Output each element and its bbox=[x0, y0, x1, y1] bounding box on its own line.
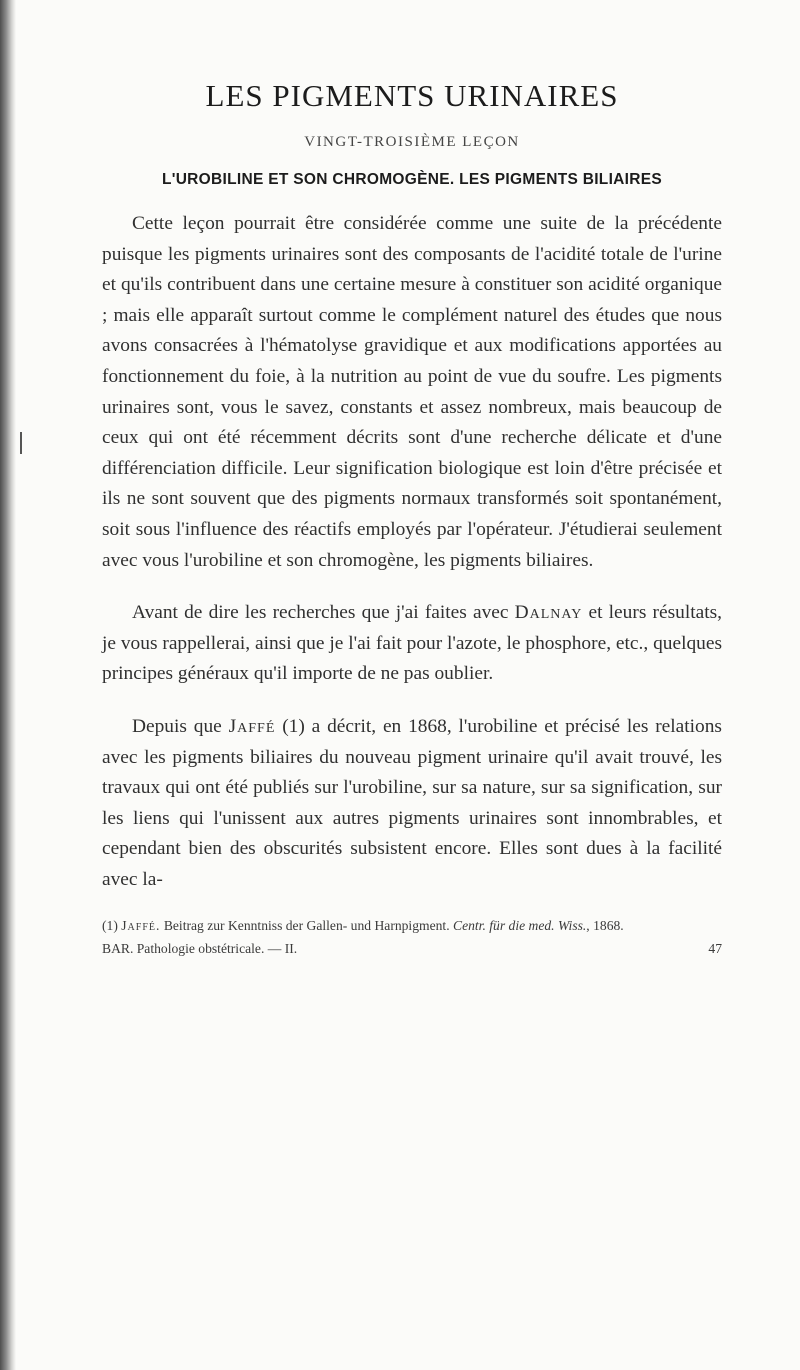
page-binding-edge bbox=[0, 0, 16, 1370]
paragraph-2-text-start: Avant de dire les recherches que j'ai faites avec bbox=[132, 602, 515, 624]
footnote-author: Jaffé. bbox=[121, 918, 161, 934]
paragraph-3-text-end: (1) a décrit, en 1868, l'urobiline et précisé les relations avec les pigments biliaires du nouveau pigment urinaire qu'il avait trouvé, les travaux qui ont été publiés sur l'urobiline, sur sa nature, sur sa signification, sur les liens qui l'unissent aux autres pigments urinaires sont innombrables, et cependant bien des obscurités subsistent encore. Elles sont dues à la facilité avec la- bbox=[102, 715, 722, 890]
lesson-subject: L'UROBILINE ET SON CHROMOGÈNE. LES PIGMENTS BILIAIRES bbox=[161, 171, 663, 188]
footnote-text: Beitrag zur Kenntniss der Gallen- und Harnpigment. bbox=[160, 918, 453, 934]
paragraph-1 bbox=[102, 209, 722, 576]
paragraph-3 bbox=[102, 712, 722, 896]
footer-book-reference: BAR. Pathologie obstétricale. — II. bbox=[102, 941, 298, 957]
footnote-journal: Centr. für die med. Wiss. bbox=[453, 918, 587, 934]
footnote-marker: (1) bbox=[102, 918, 118, 934]
document-page bbox=[102, 72, 722, 957]
page-footer bbox=[102, 941, 722, 957]
paragraph-1-text: Cette leçon pourrait être considérée comme une suite de la précédente puisque les pigments urinaires sont des composants de l'acidité totale de l'urine et qu'ils contribuent dans une certaine mesure à constituer son acidité organique ; mais elle apparaît surtout comme le complément naturel des études que nous avons consacrées à l'hématolyse gravidique et aux modifications apportées au fonctionnement du foie, à la nutrition au point de vue du soufre. Les pigments urinaires sont, vous le savez, constants et assez nombreux, mais beaucoup de ceux qui ont été récemment décrits sont d'une recherche délicate et d'une différenciation difficile. Leur signification biologique est loin d'être précisée et ils ne sont souvent que des pigments normaux transformés soit spontanément, soit sous l'influence des réactifs employés par l'opérateur. J'étudierai seulement avec vous l'urobiline et son chromogène, les pigments biliaires. bbox=[102, 213, 722, 571]
paragraph-3-text-start: Depuis que bbox=[132, 715, 229, 737]
signature-number: 47 bbox=[708, 941, 722, 957]
paragraph-2-text-end: et leurs résultats, je vous rappellerai, ainsi que je l'ai fait pour l'azote, le phosphore, etc., quelques principes généraux qu'il importe de ne pas oublier. bbox=[102, 602, 722, 685]
author-name-dalnay: Dalnay bbox=[514, 602, 583, 624]
lesson-heading: VINGT-TROISIÈME LEÇON bbox=[304, 134, 520, 150]
body-text bbox=[102, 209, 722, 895]
margin-mark bbox=[20, 432, 22, 454]
footnote bbox=[102, 917, 722, 935]
footnote-year: , 1868. bbox=[586, 918, 624, 934]
paragraph-2 bbox=[102, 598, 722, 690]
author-name-jaffe: Jaffé bbox=[228, 715, 276, 737]
page-title: LES PIGMENTS URINAIRES bbox=[205, 78, 619, 113]
